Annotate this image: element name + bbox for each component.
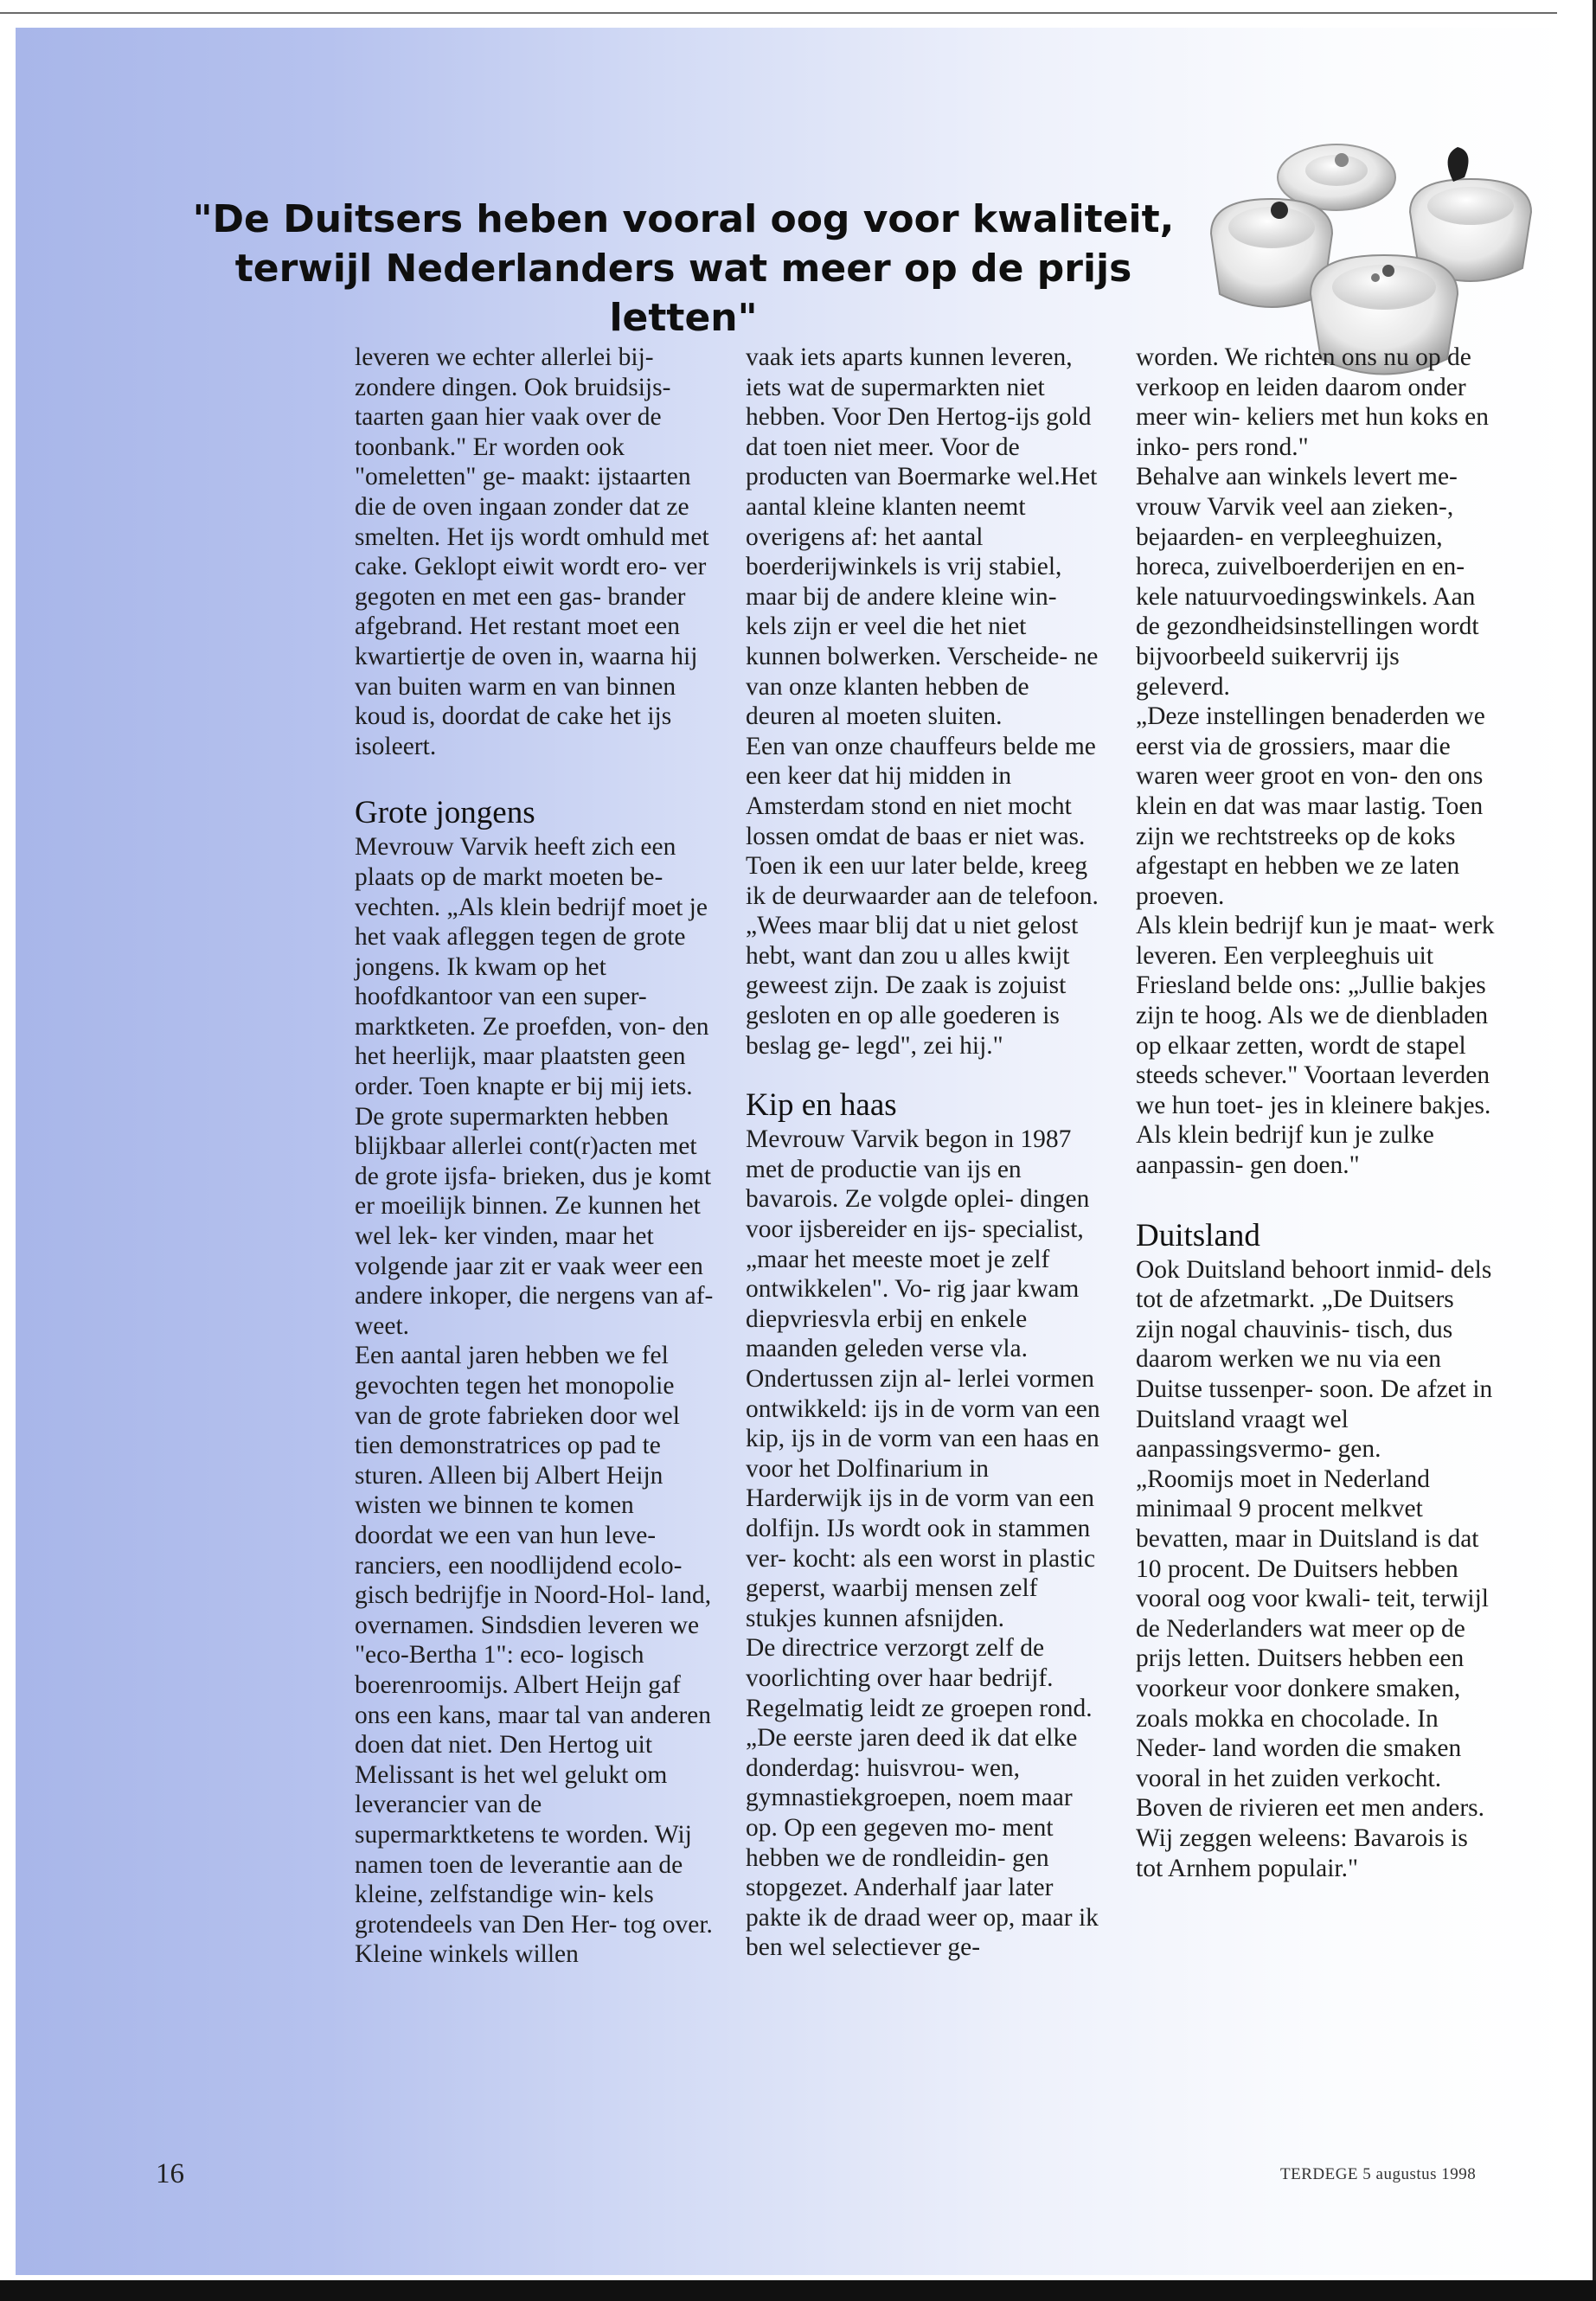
paragraph: Ook Duitsland behoort inmid- dels tot de afzetmarkt. „De Duitsers zijn nogal chauvinis- tisch, dus daarom werken we nu via een Duitse tussenper- soon. De afzet in Duitsland vraagt wel aanpassingsvermo- gen. <box>1136 1255 1493 1464</box>
paragraph: Een van onze chauffeurs belde me een keer dat hij midden in Amsterdam stond en niet mocht lossen omdat de baas er niet was. Toen ik een uur later belde, kreeg ik de deurwaarder aan de telefoon. „Wees maar blij dat u niet gelost hebt, want dan zou u alles kwijt geweest zijn. De zaak is zojuist gesloten en op alle goederen is beslag ge- legd", zei hij." <box>746 732 1099 1060</box>
paragraph: Een aantal jaren hebben we fel gevochten tegen het monopolie van de grote fabrieken door wel tien demonstratrices op pad te sturen. Alleen bij Albert Heijn wisten we binnen te komen doordat we een van hun leve- ranciers, een noodlijdend ecolo- gisch bedrijfje in Noord-Hol- land, overnamen. Sindsdien leveren we "eco-Bertha 1": eco- logisch boerenroomijs. Albert Heijn gaf ons een kans, maar tal van anderen doen dat niet. Den Hertog uit Melissant is het wel gelukt om leverancier van de supermarktketens te worden. Wij namen toen de leverantie aan de kleine, zelfstandige win- kels grotendeels van Den Her- tog over. Kleine winkels willen <box>355 1342 713 1969</box>
column-3 <box>1136 343 1497 1883</box>
paragraph: worden. We richten ons nu op de verkoop en leiden daarom onder meer win- keliers met hun koks en inko- pers rond." <box>1136 343 1489 461</box>
spacer <box>1136 1181 1497 1217</box>
column-2 <box>746 343 1102 1963</box>
paragraph: Behalve aan winkels levert me- vrouw Varvik veel aan zieken-, bejaarden- en verpleeghuizen, horeca, zuivelboerderijen en en- kele natuurvoedingswinkels. Aan de gezondheidsinstellingen wordt bijvoorbeeld suikervrij ijs geleverd. <box>1136 463 1479 701</box>
paragraph: Mevrouw Varvik begon in 1987 met de productie van ijs en bavarois. Ze volgde oplei- dingen voor ijsbereider en ijs- specialist, „maar het meeste moet je zelf ontwikkelen". Vo- rig jaar kwam diepvriesvla erbij en enkele maanden geleden verse vla. Ondertussen zijn al- lerlei vormen ontwikkeld: ijs in de vorm van een kip, ijs in de vorm van een haas en voor het Dolfinarium in Harderwijk ijs in de vorm van een dolfijn. IJs wordt ook in stammen ver- kocht: als een worst in plastic geperst, waarbij mensen zelf stukjes kunnen afsnijden. <box>746 1125 1100 1632</box>
page-number: 16 <box>156 2158 184 2189</box>
headline: "De Duitsers heben vooral oog voor kwaliteit, terwijl Nederlanders wat meer op de prijs letten" <box>192 197 1175 340</box>
paragraph: Mevrouw Varvik heeft zich een plaats op de markt moeten be- vechten. „Als klein bedrijf moet je het vaak afleggen tegen de grote jongens. Ik kwam op het hoofdkantoor van een super- marktketen. Ze proefden, von- den het heerlijk, maar plaatsten geen order. Toen knapte er bij mij iets. De grote supermarkten hebben blijkbaar allerlei cont(r)acten met de grote ijsfa- brieken, dus je komt er moeilijk binnen. Ze kunnen het wel lek- ker vinden, maar het volgende jaar zit er vaak weer een andere inkoper, die nergens van af- weet. <box>355 833 714 1340</box>
spacer <box>355 761 714 794</box>
paragraph: De directrice verzorgt zelf de voorlichting over haar bedrijf. Regelmatig leidt ze groepen rond. „De eerste jaren deed ik dat elke donderdag: huisvrou- wen, gymnastiekgroepen, noem maar op. Op een gegeven mo- ment hebben we de rondleidin- gen stopgezet. Anderhalf jaar later pakte ik de draad weer op, maar ik ben wel selectiever ge- <box>746 1634 1099 1962</box>
section-heading-grote-jongens: Grote jongens <box>355 795 535 831</box>
bottom-scan-band <box>0 2280 1596 2301</box>
paragraph: vaak iets aparts kunnen leveren, iets wat de supermarkten niet hebben. Voor Den Hertog-ijs gold dat toen niet meer. Voor de producten van Boermarke wel.Het aantal kleine klanten neemt overigens af: het aantal boerderijwinkels is vrij stabiel, maar bij de andere kleine win- kels zijn er veel die het niet kunnen bolwerken. Verscheide- ne van onze klanten hebben de deuren al moeten sluiten. <box>746 343 1099 731</box>
paragraph: leveren we echter allerlei bij- zondere dingen. Ook bruidsijs- taarten gaan hier vaak over de toonbank." Er worden ook "omeletten" ge- maakt: ijstaarten die de oven ingaan zonder dat ze smelten. Het ijs wordt omhuld met cake. Geklopt eiwit wordt ero- ver gegoten en met een gas- brander afgebrand. Het restant moet een kwartiertje de oven in, waarna hij van buiten warm en van binnen koud is, doordat de cake het ijs isoleert. <box>355 343 709 760</box>
spacer <box>746 1061 1102 1086</box>
paragraph: Als klein bedrijf kun je maat- werk leveren. Een verpleeghuis uit Friesland belde ons: „Jullie bakjes zijn te hoog. Als we de dienbladen op elkaar zetten, wordt de stapel steeds schever." Voortaan leverden we hun toet- jes in kleinere bakjes. Als klein bedrijf kun je zulke aanpassin- gen doen." <box>1136 912 1495 1180</box>
publication-credit: TERDEGE 5 augustus 1998 <box>1280 2165 1477 2183</box>
section-heading-duitsland: Duitsland <box>1136 1217 1260 1253</box>
column-1 <box>355 343 714 1970</box>
paragraph: „Roomijs moet in Nederland minimaal 9 procent melkvet bevatten, maar in Duitsland is dat 10 procent. De Duitsers hebben vooral oog voor kwali- teit, terwijl de Nederlanders wat meer op de prijs letten. Duitsers hebben een voorkeur voor donkere smaken, zoals mokka en chocolade. In Neder- land worden die smaken vooral in het zuiden verkocht. Boven de rivieren eet men anders. Wij zeggen weleens: Bavarois is tot Arnhem populair." <box>1136 1465 1489 1882</box>
top-rule <box>0 12 1557 14</box>
right-edge-rule <box>1593 0 1596 2301</box>
paragraph: „Deze instellingen benaderden we eerst via de grossiers, maar die waren weer groot en von- den ons klein en dat was maar lastig. Toen zijn we rechtstreeks op de koks afgestapt en hebben we ze laten proeven. <box>1136 702 1485 910</box>
section-heading-kip-en-haas: Kip en haas <box>746 1087 897 1124</box>
